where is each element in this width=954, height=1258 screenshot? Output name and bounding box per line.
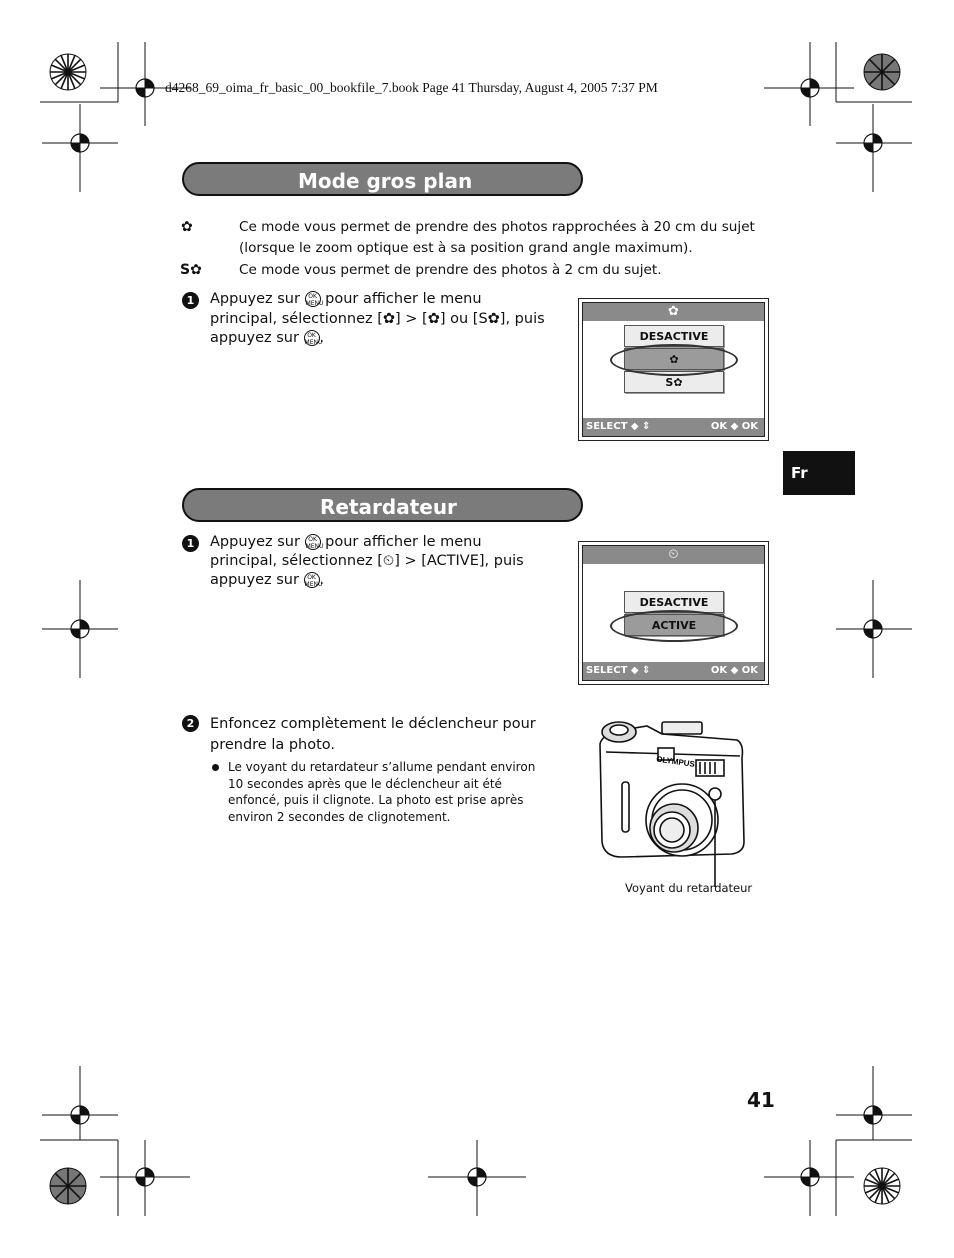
bullet-note: Le voyant du retardateur s’allume pendant environ 10 secondes après que le déclencheur ait été enfoncé, puis il clignote. La photo est prise après environ 2 secondes de clignotement. <box>228 760 536 824</box>
ok-menu-button-icon: OK MENU <box>305 293 324 307</box>
menu-option-macro: ✿ <box>624 348 724 370</box>
menu-option-active: ACTIVE <box>624 614 724 636</box>
ok-menu-button-icon: OK MENU <box>304 332 323 346</box>
highlight-oval <box>610 610 738 642</box>
section-title-text: Mode gros plan <box>298 169 473 193</box>
camera-menu-screen-macro <box>578 298 769 441</box>
screen-header-macro-icon: ✿ <box>583 303 764 321</box>
footer-ok-label: OK ◆ OK <box>710 421 758 432</box>
macro-desc-line2: (lorsque le zoom optique est à sa position grand angle maximum). <box>239 240 693 256</box>
footer-ok-label: OK ◆ OK <box>710 665 758 676</box>
footer-select-label: SELECT ◆ ⇕ <box>586 421 651 432</box>
macro-desc-line1: Ce mode vous permet de prendre des photos rapprochées à 20 cm du sujet <box>239 219 755 235</box>
screen-footer <box>583 662 764 680</box>
screen-footer <box>583 418 764 436</box>
screen-header-selftimer-icon: ⏲ <box>583 546 764 564</box>
camera-illustration <box>592 712 757 892</box>
macro-description <box>239 217 755 259</box>
step-number: 1 <box>182 292 199 309</box>
language-tab: Fr <box>783 451 855 495</box>
camera-brand-label: OLYMPUS <box>655 754 696 769</box>
ok-menu-button-icon: OK MENU <box>305 536 324 550</box>
section-title-selftimer <box>182 488 583 522</box>
camera-caption: Voyant du retardateur <box>625 881 753 895</box>
section-title-text: Retardateur <box>320 495 457 519</box>
bullet-icon <box>212 764 219 771</box>
print-header: d4268_69_oima_fr_basic_00_bookfile_7.book Page 41 Thursday, August 4, 2005 7:37 PM <box>165 80 658 95</box>
menu-option-supermacro: S✿ <box>624 371 724 393</box>
footer-select-label: SELECT ◆ ⇕ <box>586 665 651 676</box>
step-number: 2 <box>182 715 199 732</box>
supermacro-description: Ce mode vous permet de prendre des photos à 2 cm du sujet. <box>239 262 662 278</box>
page-number: 41 <box>747 1088 775 1112</box>
section-title-macro <box>182 162 583 196</box>
supermacro-icon: S✿ <box>180 262 202 278</box>
camera-menu-screen-selftimer <box>578 541 769 685</box>
menu-option-desactive: DESACTIVE <box>624 325 724 347</box>
macro-icon: ✿ <box>181 219 193 235</box>
highlight-oval <box>610 344 738 376</box>
step-instruction: Enfoncez complètement le déclencheur pour prendre la photo. <box>210 716 536 753</box>
menu-option-desactive: DESACTIVE <box>624 591 724 613</box>
step-number: 1 <box>182 535 199 552</box>
step-instruction: Appuyez sur OK MENU pour afficher le menu principal, sélectionnez [⏲] > [ACTIVE], puis appuyez sur OK MENU. <box>210 534 524 588</box>
ok-menu-button-icon: OK MENU <box>304 574 323 588</box>
step-instruction: Appuyez sur OK MENU pour afficher le menu principal, sélectionnez [✿] > [✿] ou [S✿], puis appuyez sur OK MENU. <box>210 291 545 346</box>
